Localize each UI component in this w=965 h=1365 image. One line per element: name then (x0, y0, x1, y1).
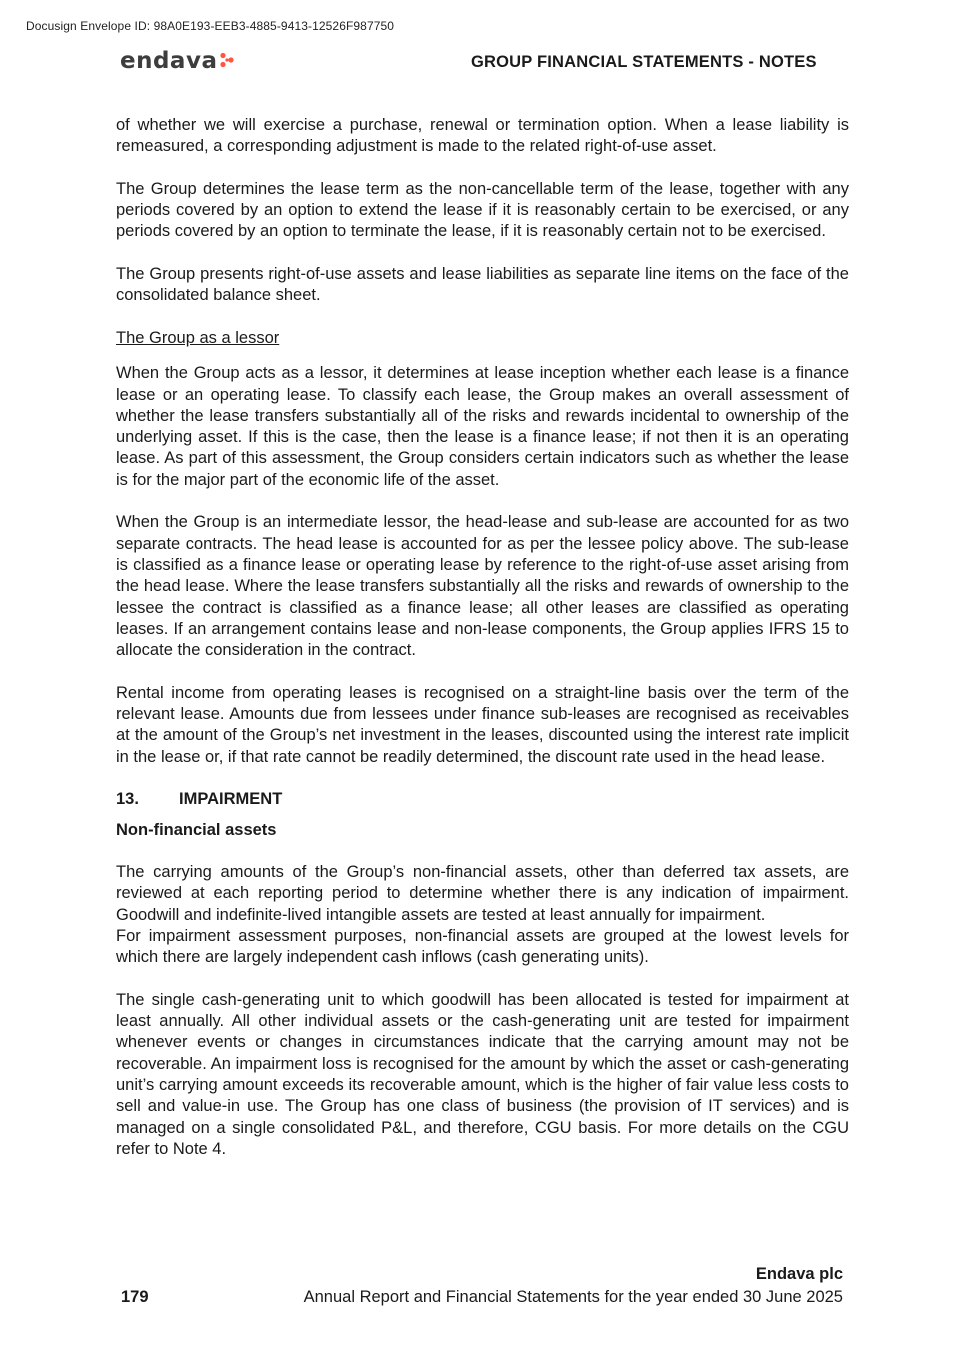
paragraph-balance-sheet: The Group presents right-of-use assets and lease liabilities as separate line items on the face of the consolidated balance sheet. (116, 265, 849, 305)
endava-dots-logo-icon (219, 52, 235, 73)
subheading-non-financial-assets: Non-financial assets (116, 820, 277, 839)
header-title: GROUP FINANCIAL STATEMENTS - NOTES (471, 53, 817, 71)
section-heading-impairment (116, 789, 849, 810)
paragraph-rental-income: Rental income from operating leases is recognised on a straight-line basis over the term of the relevant lease. Amounts due from lessees under finance sub-leases are recognised as receivables at the amount of the Group’s net investment in the leases, discounted using the interest rate implicit in the lease or, if that rate cannot be readily determined, the discount rate used in the head lease. (116, 683, 849, 766)
page-number: 179 (121, 1288, 149, 1306)
footer-company: Endava plc (755, 1265, 843, 1283)
footer-report-title: Annual Report and Financial Statements for the year ended 30 June 2025 (303, 1288, 843, 1306)
paragraph-lessor-classification: When the Group acts as a lessor, it determines at lease inception whether each lease is a finance lease or an operating lease. To classify each lease, the Group makes an overall assessment of whether the lease transfers substantially all of the risks and rewards incidental to ownership of the underlying asset. If this is the case, then the lease is a finance lease; if not then it is an operating lease. As part of this assessment, the Group considers certain indicators such as whether the lease is for the major part of the economic life of the asset. (116, 364, 849, 489)
paragraph-lease-remeasure: of whether we will exercise a purchase, renewal or termination option. When a lease liability is remeasured, a corresponding adjustment is made to the related right-of-use asset. (116, 116, 849, 156)
section-number: 13. (116, 790, 139, 809)
subheading-lessor: The Group as a lessor (116, 328, 280, 347)
endava-logo (120, 47, 235, 75)
paragraph-intermediate-lessor: When the Group is an intermediate lessor, the head-lease and sub-lease are accounted for as two separate contracts. The head lease is accounted for as per the lessee policy above. The sub-lease is classified as a finance lease or operating lease by reference to the right-of-use asset arising from the head lease. Where the lease transfers substantially all the risks and rewards of ownership to the lessee the contract is classified as a finance lease; all other leases are classified as operating leases. If an arrangement contains lease and non-lease components, the Group applies IFRS 15 to allocate the consideration in the contract. (116, 513, 849, 660)
paragraph-lease-term: The Group determines the lease term as the non-cancellable term of the lease, together with any periods covered by an option to extend the lease if it is reasonably certain to be exercised, or any periods covered by an option to terminate the lease, if it is reasonably certain not to be exercised. (116, 179, 849, 241)
paragraph-cash-generating-units: For impairment assessment purposes, non-financial assets are grouped at the lowest levels for which there are largely independent cash inflows (cash generating units). (116, 926, 849, 967)
paragraph-carrying-amounts: The carrying amounts of the Group’s non-financial assets, other than deferred tax assets, are reviewed at each reporting period to determine whether there is any indication of impairment. Goodwill and indefinite-lived intangible assets are tested at least annually for impairment. (116, 863, 849, 924)
docusign-envelope-id: Docusign Envelope ID: 98A0E193-EEB3-4885-9413-12526F987750 (26, 19, 395, 33)
document-body (116, 115, 849, 1160)
logo-text: endava (120, 48, 218, 74)
paragraph-goodwill-testing: The single cash-generating unit to which goodwill has been allocated is tested for impairment at least annually. All other individual assets or the cash-generating unit are tested for impairment whenever events or changes in circumstances indicate that the carrying amount may not be recoverable. An impairment loss is recognised for the amount by which the asset or cash-generating unit’s carrying amount exceeds its recoverable amount, which is the higher of fair value less costs to sell and value-in use. The Group has one class of business (the provision of IT services) and is managed on a single consolidated P&L, and therefore, CGU basis. For more details on the CGU refer to Note 4. (116, 990, 849, 1158)
section-title: IMPAIRMENT (179, 790, 283, 809)
